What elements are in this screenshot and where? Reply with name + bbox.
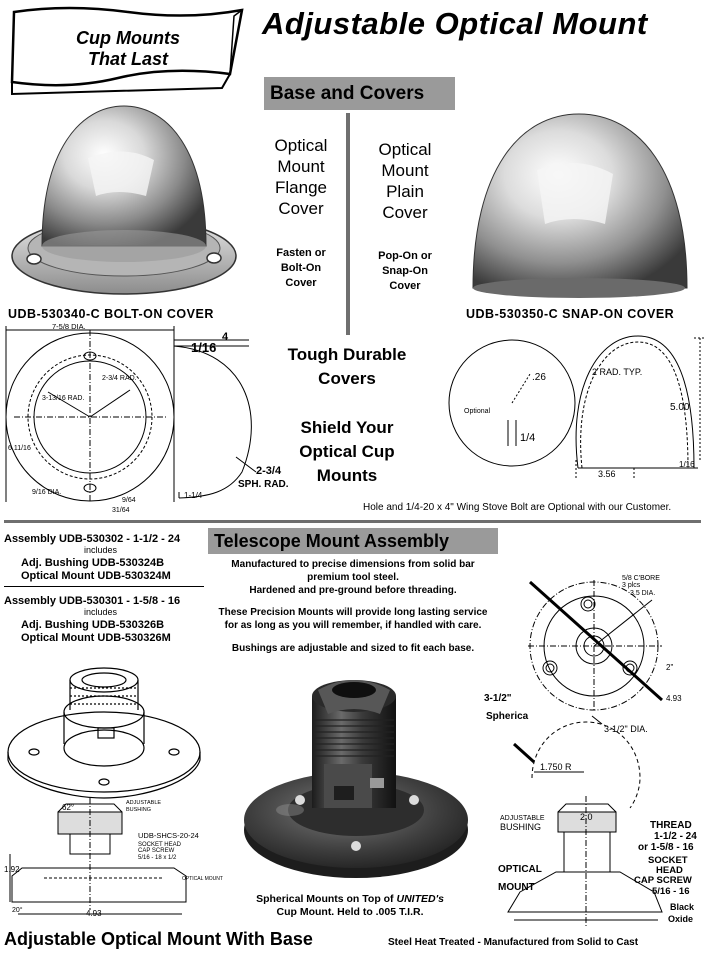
- dim-dia: 7-5/8 DIA.: [52, 322, 86, 331]
- page-title: Adjustable Optical Mount: [262, 6, 648, 41]
- telescope-heading: Telescope Mount Assembly: [208, 528, 498, 554]
- dim-d1: 9/64: [122, 497, 136, 504]
- spherical-label-1: 3-1/2": [484, 693, 512, 704]
- right-socket4: 5/16 - 16: [652, 886, 690, 897]
- plan-cbore2: 3 plcs: [622, 582, 641, 589]
- mount-plan-drawing: [512, 560, 708, 702]
- right-socket1: SOCKET: [648, 855, 688, 866]
- right-socket3: CAP SCREW: [634, 875, 692, 886]
- flange-cover-sublabel: Fasten or Bolt-On Cover: [276, 247, 326, 289]
- mount-section-drawing: [4, 798, 223, 920]
- assembly-1-includes: includes: [84, 545, 118, 555]
- left-bushing: BUSHING: [126, 807, 152, 813]
- assembly-1-bushing: Adj. Bushing UDB-530324B: [21, 557, 165, 569]
- dim-h1: 6 11/16: [8, 445, 31, 452]
- right-r1750: 1.750 R: [540, 762, 572, 772]
- telescope-paragraph-3: Bushings are adjustable and sized to fit each base.: [231, 643, 475, 654]
- spherical-label-2: Spherica: [486, 711, 529, 722]
- left-socket-head: SOCKET HEAD: [138, 842, 181, 848]
- right-black1: Black: [670, 902, 695, 912]
- snap-dim-optional: Optional: [464, 408, 491, 415]
- dim-rad2: 2-3/4 RAD.: [102, 375, 137, 382]
- right-mount: MOUNT: [498, 882, 535, 893]
- left-h: 1.92: [4, 865, 20, 874]
- snap-on-caption: UDB-530350-C SNAP-ON COVER: [466, 307, 675, 321]
- tagline-shield: Shield Your Optical Cup Mounts: [299, 418, 395, 485]
- dim-top1: 1/16: [191, 340, 217, 355]
- snap-dim-rad: 2 RAD. TYP.: [592, 367, 643, 377]
- right-adj1: ADJUSTABLE: [500, 815, 545, 822]
- right-thread1: THREAD: [650, 820, 692, 831]
- assembly-1-mount: Optical Mount UDB-530324M: [21, 570, 171, 582]
- vertical-divider: [346, 113, 350, 335]
- dim-sph2: SPH. RAD.: [238, 479, 289, 490]
- telescope-paragraph-2: These Precision Mounts will provide long lasting service for as long as you will remember, if handled with care.: [218, 607, 488, 631]
- snap-dim-lip: 1/16: [679, 460, 695, 469]
- mount-base-sketch: [4, 648, 214, 796]
- left-cap-screw: CAP SCREW: [138, 848, 175, 854]
- right-adj2: BUSHING: [500, 822, 542, 832]
- flange-cover-photo: [8, 96, 240, 301]
- dim-hole: 9/16 DIA.: [32, 489, 62, 496]
- assembly-1-title: Assembly UDB-530302 - 1-1/2 - 24: [4, 533, 181, 545]
- left-angle: 62°: [62, 803, 75, 812]
- right-two-zero: 2.0: [580, 812, 593, 822]
- snap-dim-r1: .26: [532, 372, 546, 383]
- dim-rad1: 3-13/16 RAD.: [42, 395, 85, 402]
- left-bottom-angle: 20°: [12, 907, 23, 914]
- dim-d2: 31/64: [112, 507, 130, 514]
- left-optical-mount: OPTICAL MOUNT: [182, 876, 223, 882]
- banner-ribbon: [8, 2, 246, 98]
- mount-section-right: [494, 716, 706, 932]
- banner-line-1: Cup Mounts: [76, 28, 180, 48]
- photo-caption: Spherical Mounts on Top of UNITED's Cup Mount. Held to .005 T.I.R.: [256, 893, 444, 918]
- left-shcs: UDB-SHCS-20-24: [138, 831, 199, 840]
- banner-line-2: That Last: [87, 49, 168, 69]
- right-socket2: HEAD: [656, 865, 683, 876]
- flange-cover-label: Optical Mount Flange Cover: [274, 136, 328, 218]
- footer-title: Adjustable Optical Mount With Base: [4, 929, 313, 949]
- telescope-mount-photo: [230, 660, 474, 890]
- snap-on-drawing: [448, 328, 704, 478]
- right-optical: OPTICAL: [498, 864, 542, 875]
- assembly-2-mount: Optical Mount UDB-530326M: [21, 632, 171, 644]
- assembly-2-includes: includes: [84, 607, 118, 617]
- plain-cover-sublabel: Pop-On or Snap-On Cover: [378, 250, 432, 292]
- dim-bot: 1-1/4: [184, 491, 203, 500]
- right-thread3: or 1-5/8 - 16: [638, 842, 694, 853]
- snap-dim-width: 3.56: [598, 469, 616, 479]
- footer-note: Steel Heat Treated - Manufactured from Solid to Cast: [388, 937, 639, 948]
- tagline-durable: Tough Durable Covers: [287, 345, 407, 388]
- dim-sph1: 2-3/4: [256, 465, 282, 477]
- snap-dim-height: 5.00: [670, 402, 690, 413]
- dim-top2: 4: [222, 331, 229, 343]
- assembly-divider: [4, 586, 204, 587]
- plain-cover-label: Optical Mount Plain Cover: [378, 140, 432, 222]
- snap-dim-quarter: 1/4: [520, 432, 536, 444]
- right-dia312: 3-1/2" DIA.: [604, 724, 648, 734]
- plan-two: 2": [666, 663, 674, 672]
- telescope-paragraph-1: Manufactured to precise dimensions from solid bar premium tool steel. Hardened and pre-ground before threading.: [231, 559, 475, 596]
- plan-493: 4.93: [666, 694, 682, 703]
- base-covers-heading: Base and Covers: [264, 77, 455, 110]
- plan-cbore1: 5/8 C'BORE: [622, 575, 660, 582]
- section-divider: [4, 520, 701, 523]
- bolt-on-caption: UDB-530340-C BOLT-ON COVER: [8, 307, 214, 321]
- plan-dia35: 3.5 DIA.: [630, 590, 656, 597]
- assembly-2-title: Assembly UDB-530301 - 1-5/8 - 16: [4, 595, 181, 607]
- left-adjustable: ADJUSTABLE: [126, 800, 162, 806]
- left-w: 4.93: [86, 909, 102, 918]
- assembly-2-bushing: Adj. Bushing UDB-530326B: [21, 619, 165, 631]
- optional-footnote: Hole and 1/4-20 x 4" Wing Stove Bolt are Optional with our Customer.: [363, 502, 672, 513]
- left-screw-size: 5/16 - 18 x 1/2: [138, 855, 177, 861]
- bolt-on-drawing: [4, 322, 294, 512]
- right-black2: Oxide: [668, 914, 694, 924]
- right-thread2: 1-1/2 - 24: [654, 831, 697, 842]
- plain-cover-photo: [465, 100, 695, 300]
